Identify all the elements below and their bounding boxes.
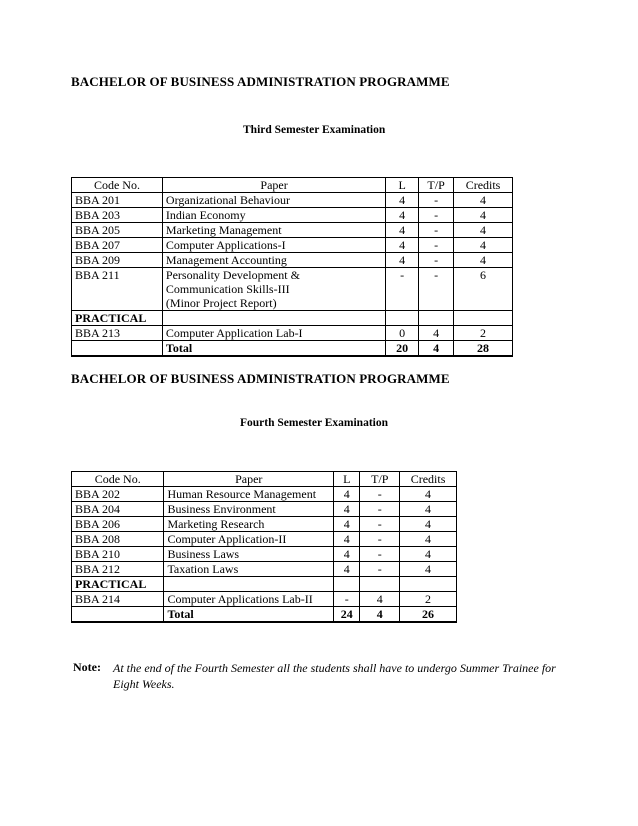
total-tp: 4 [360,607,400,623]
cell-code: BBA 201 [72,193,163,208]
note-label: Note: [73,660,101,674]
cell-l: 4 [334,502,360,517]
cell-credits: 4 [454,223,513,238]
cell-paper: Business Laws [164,547,334,562]
paper-line: (Minor Project Report) [165,296,277,310]
cell-paper: Marketing Management [162,223,385,238]
programme-heading-sem3: BACHELOR OF BUSINESS ADMINISTRATION PROGRAMME [71,74,450,89]
cell-credits: 4 [400,532,457,547]
course-table-sem4 [71,471,457,623]
cell-credits: 4 [400,562,457,577]
cell-code: BBA 214 [72,592,164,607]
cell-l: - [386,268,419,311]
table-row [72,532,457,547]
exam-title-sem4: Fourth Semester Examination [240,417,389,429]
cell-credits: 4 [400,517,457,532]
total-row [72,341,513,357]
header-l: L [334,472,360,487]
paper-line: Personality Development & [165,268,300,282]
cell-paper: Marketing Research [164,517,334,532]
cell-code: BBA 208 [72,532,164,547]
cell-credits: 4 [400,547,457,562]
cell-tp: - [360,562,400,577]
cell-paper: Computer Application Lab-I [162,326,385,341]
cell-tp: - [419,268,454,311]
cell-tp: - [419,238,454,253]
header-code: Code No. [72,178,163,193]
cell-paper: Management Accounting [162,253,385,268]
cell-paper [162,268,385,311]
table-row [72,208,513,223]
cell-code: BBA 202 [72,487,164,502]
cell-l: 4 [386,253,419,268]
table-row [72,502,457,517]
total-tp: 4 [419,341,454,357]
table-row [72,223,513,238]
cell-code: BBA 207 [72,238,163,253]
cell-paper: Business Environment [164,502,334,517]
cell-tp: 4 [419,326,454,341]
total-row [72,607,457,623]
table-row [72,238,513,253]
cell-tp: - [419,253,454,268]
header-tp: T/P [360,472,400,487]
header-code: Code No. [72,472,164,487]
cell-l: 4 [386,223,419,238]
cell-code: BBA 209 [72,253,163,268]
table-row [72,326,513,341]
cell-tp: 4 [360,592,400,607]
cell-l: 4 [386,208,419,223]
cell-code: BBA 211 [72,268,163,311]
programme-heading-sem4: BACHELOR OF BUSINESS ADMINISTRATION PROGRAMME [71,371,450,386]
header-paper: Paper [164,472,334,487]
table-row [72,268,513,311]
practical-label: PRACTICAL [72,577,164,592]
practical-row [72,577,457,592]
header-paper: Paper [162,178,385,193]
header-credits: Credits [400,472,457,487]
cell-l: 4 [334,562,360,577]
cell-tp: - [360,517,400,532]
practical-row [72,311,513,326]
header-tp: T/P [419,178,454,193]
total-l: 24 [334,607,360,623]
total-credits: 28 [454,341,513,357]
cell-credits: 4 [454,253,513,268]
cell-l: 4 [386,238,419,253]
cell-code: BBA 205 [72,223,163,238]
table-row [72,487,457,502]
table-row [72,517,457,532]
cell-tp: - [360,502,400,517]
table-row [72,592,457,607]
cell-credits: 4 [454,208,513,223]
cell-tp: - [360,532,400,547]
cell-tp: - [360,487,400,502]
cell-code: BBA 204 [72,502,164,517]
cell-code: BBA 206 [72,517,164,532]
course-table-sem3 [71,177,513,357]
table-row [72,547,457,562]
cell-paper: Computer Application-II [164,532,334,547]
cell-credits: 4 [400,502,457,517]
practical-label: PRACTICAL [72,311,163,326]
cell-code: BBA 203 [72,208,163,223]
cell-code: BBA 213 [72,326,163,341]
total-label: Total [162,341,385,357]
total-credits: 26 [400,607,457,623]
exam-title-sem3: Third Semester Examination [243,124,386,136]
cell-l: 4 [334,547,360,562]
cell-credits: 4 [400,487,457,502]
cell-l: 4 [334,532,360,547]
total-label: Total [164,607,334,623]
header-credits: Credits [454,178,513,193]
header-l: L [386,178,419,193]
cell-code: BBA 212 [72,562,164,577]
cell-credits: 6 [454,268,513,311]
total-l: 20 [386,341,419,357]
table-row [72,562,457,577]
cell-paper: Computer Applications-I [162,238,385,253]
cell-credits: 2 [454,326,513,341]
table-header-row [72,472,457,487]
cell-l: 4 [334,517,360,532]
cell-l: 0 [386,326,419,341]
cell-l: - [334,592,360,607]
cell-paper: Human Resource Management [164,487,334,502]
cell-paper: Organizational Behaviour [162,193,385,208]
cell-paper: Taxation Laws [164,562,334,577]
cell-l: 4 [334,487,360,502]
cell-paper: Indian Economy [162,208,385,223]
table-row [72,193,513,208]
cell-tp: - [419,208,454,223]
cell-tp: - [360,547,400,562]
cell-credits: 2 [400,592,457,607]
cell-l: 4 [386,193,419,208]
cell-credits: 4 [454,193,513,208]
table-header-row [72,178,513,193]
table-row [72,253,513,268]
cell-credits: 4 [454,238,513,253]
cell-code: BBA 210 [72,547,164,562]
note-text: At the end of the Fourth Semester all the students shall have to undergo Summer Trainee for Eight Weeks. [113,661,556,691]
cell-paper: Computer Applications Lab-II [164,592,334,607]
cell-tp: - [419,223,454,238]
cell-tp: - [419,193,454,208]
paper-line: Communication Skills-III [165,282,290,296]
